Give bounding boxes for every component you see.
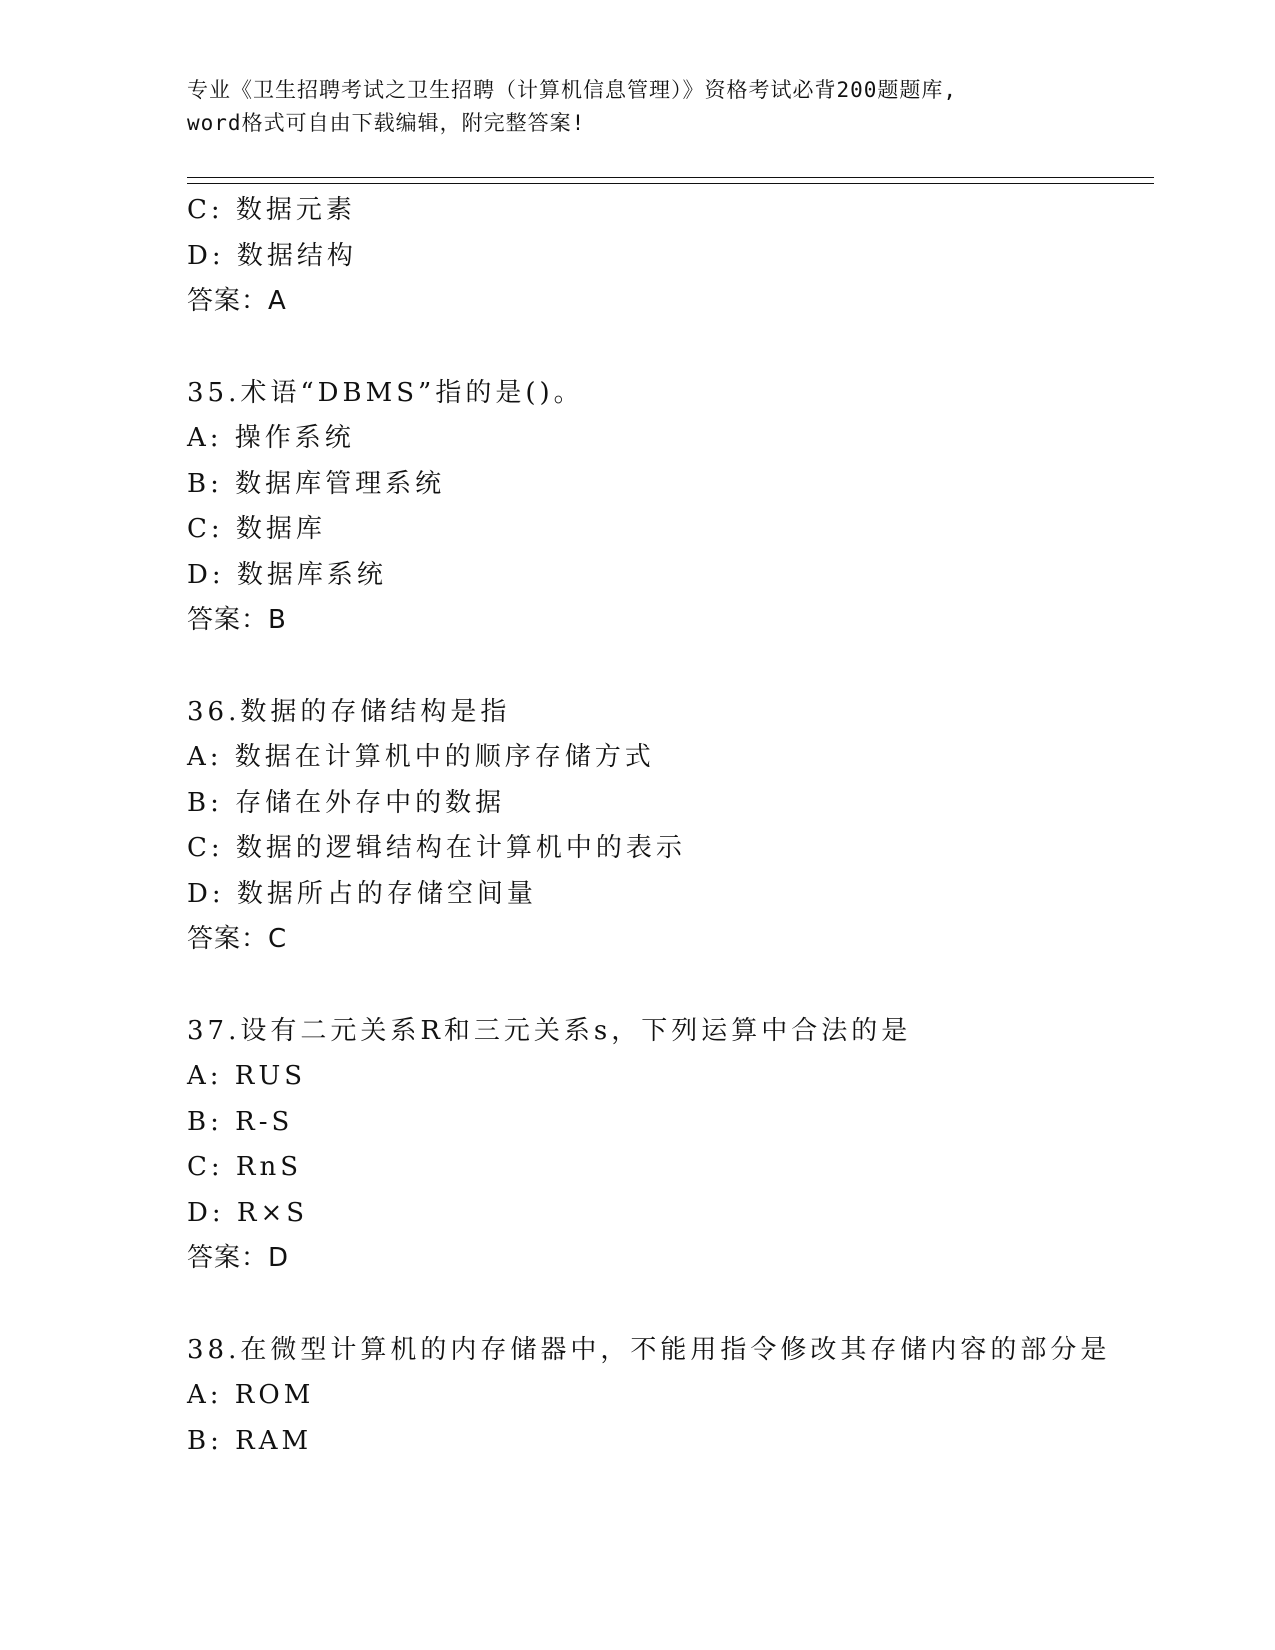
option-b: B: R-S [187,1106,294,1137]
option-d: D: 数据结构 [187,240,357,271]
question-stem: 37.设有二元关系R和三元关系s，下列运算中合法的是 [187,1015,912,1046]
question-34 [187,188,1147,325]
answer-label: 答案：C [187,924,288,954]
document-header [187,74,1087,140]
option-d: D: 数据库系统 [187,559,387,590]
option-a: A: 操作系统 [187,423,355,453]
option-c: C: 数据库 [187,514,326,544]
option-a: A: RUS [187,1061,307,1091]
option-b: B: 数据库管理系统 [187,468,446,499]
header-line-1: 专业《卫生招聘考试之卫生招聘（计算机信息管理）》资格考试必背200题题库, [187,78,958,102]
option-c: C: 数据元素 [187,195,356,225]
option-c: C: RnS [187,1152,303,1182]
option-a: A: 数据在计算机中的顺序存储方式 [187,742,655,772]
answer-label: 答案：B [187,605,287,635]
question-35 [187,371,1147,644]
answer-label: 答案：A [187,286,287,316]
question-37 [187,1009,1147,1282]
question-list [187,188,1147,1464]
option-d: D: R×S [187,1197,309,1228]
question-stem: 35.术语“DBMS”指的是()。 [187,377,584,408]
option-b: B: 存储在外存中的数据 [187,787,506,818]
option-a: A: ROM [187,1380,315,1410]
header-line-2: word格式可自由下载编辑，附完整答案! [187,111,586,135]
question-38 [187,1328,1147,1465]
question-stem: 36.数据的存储结构是指 [187,696,511,727]
answer-label: 答案：D [187,1243,290,1273]
option-d: D: 数据所占的存储空间量 [187,878,537,909]
question-36 [187,690,1147,963]
option-c: C: 数据的逻辑结构在计算机中的表示 [187,833,686,863]
option-b: B: RAM [187,1425,313,1456]
header-double-rule [187,177,1154,184]
question-stem: 38.在微型计算机的内存储器中，不能用指令修改其存储内容的部分是 [187,1334,1111,1365]
